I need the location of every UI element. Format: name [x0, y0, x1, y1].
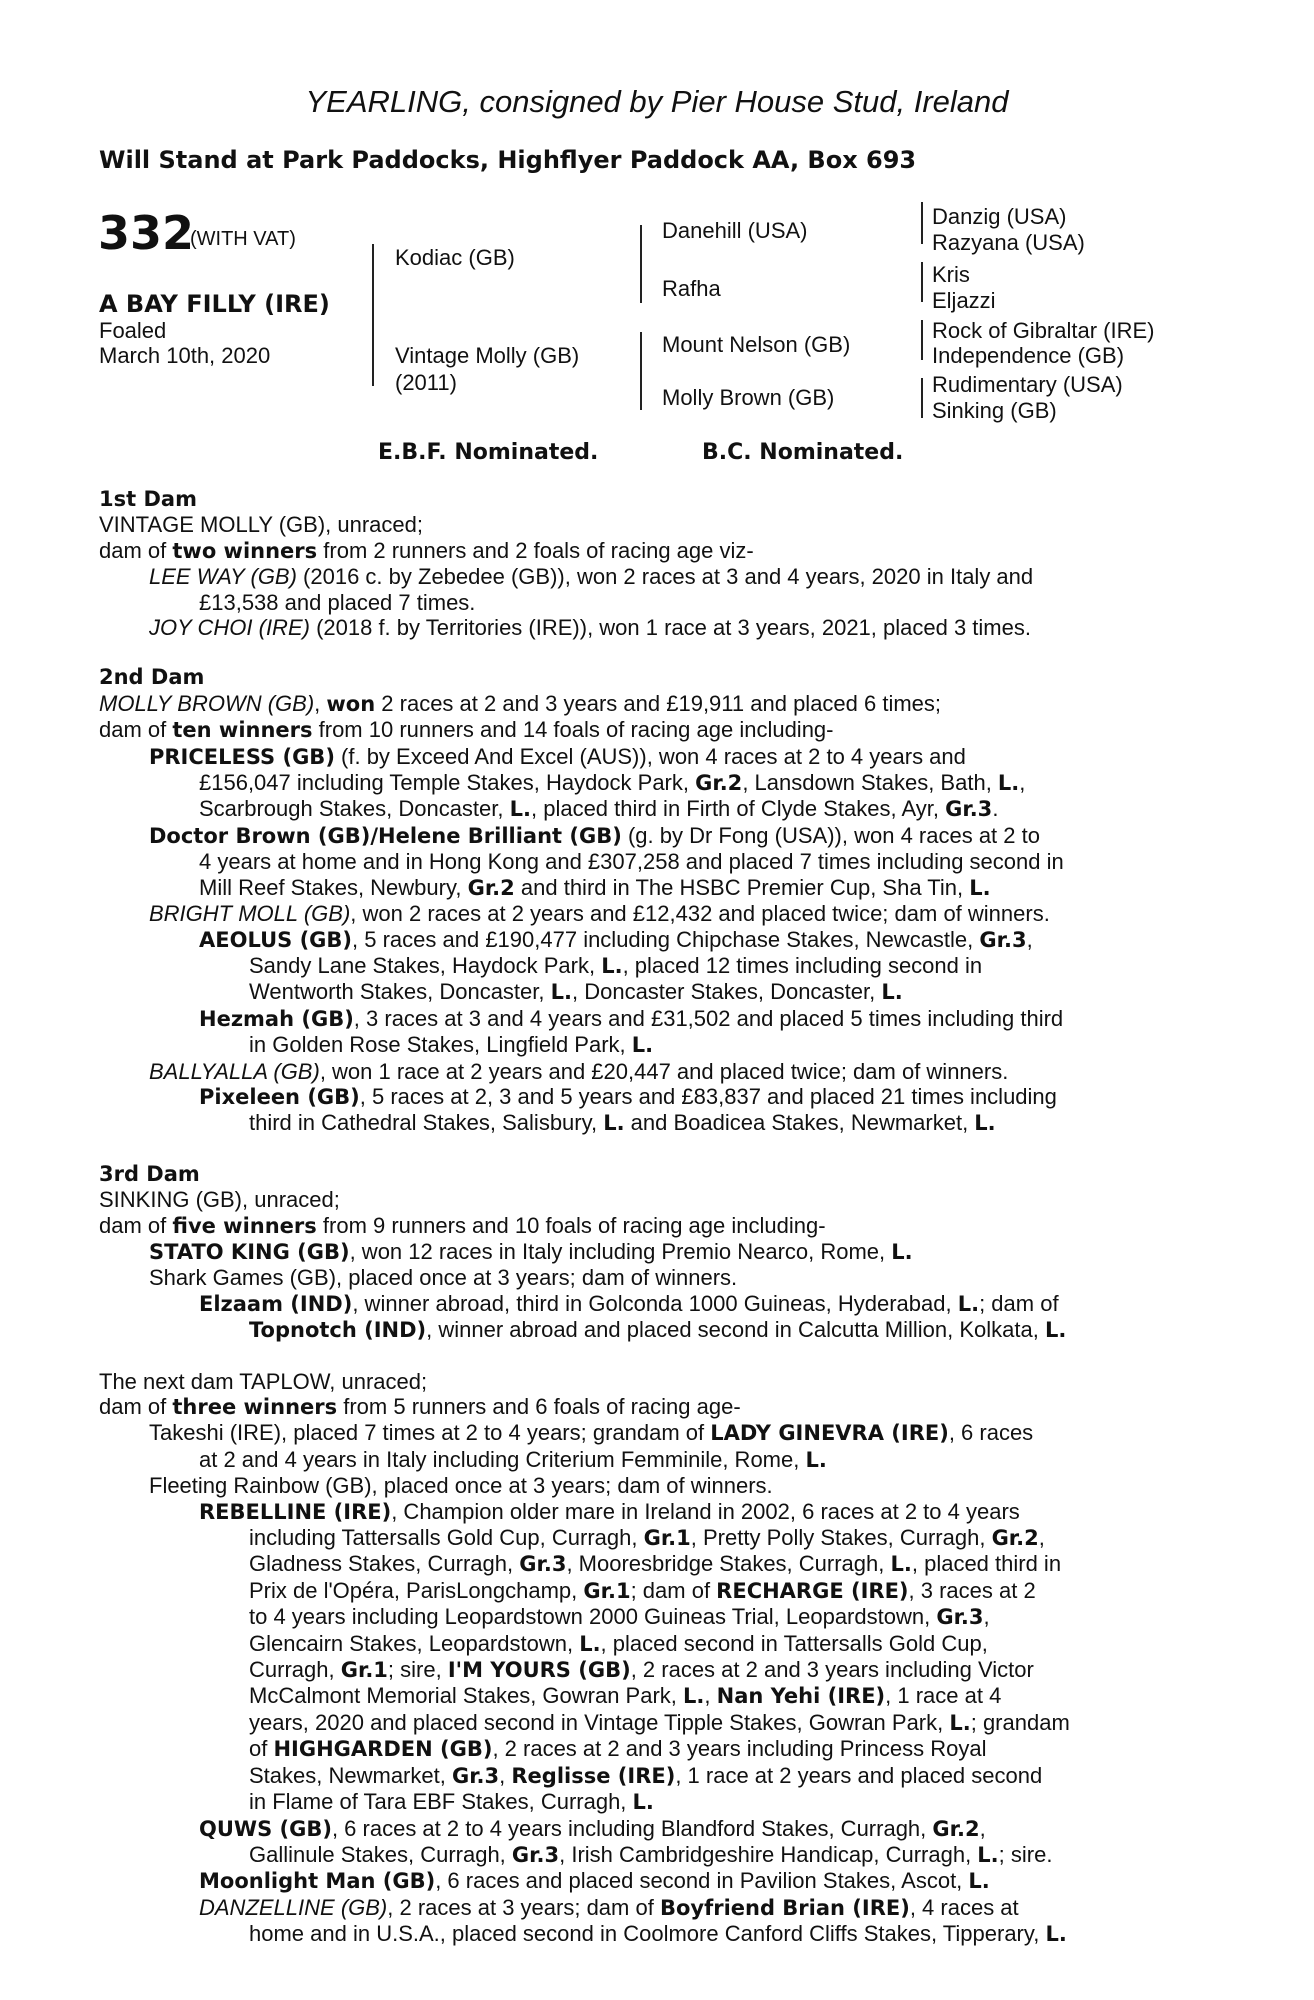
- pedigree-brace-2a: [640, 225, 642, 303]
- pedigree-dam-2: (2011): [395, 370, 457, 395]
- produce-rebelline: REBELLINE (IRE), Champion older mare in Ireland in 2002, 6 races at 2 to 4 years: [199, 1498, 1020, 1524]
- pedigree-sdd: Eljazzi: [932, 288, 996, 313]
- catalogue-body: [99, 487, 1209, 1948]
- pedigree-sire-sire: Danehill (USA): [662, 218, 808, 243]
- produce-rebelline-cont4: to 4 years including Leopardstown 2000 Guineas Trial, Leopardstown, Gr.3,: [249, 1604, 990, 1630]
- produce-rebelline-cont7: McCalmont Memorial Stakes, Gowran Park, L., Nan Yehi (IRE), 1 race at 4: [249, 1683, 1002, 1709]
- pedigree-dds: Rudimentary (USA): [932, 372, 1123, 397]
- pedigree-sire: Kodiac (GB): [395, 245, 515, 270]
- pedigree-ddd: Sinking (GB): [932, 398, 1057, 423]
- produce-priceless-cont1: £156,047 including Temple Stakes, Haydock Park, Gr.2, Lansdown Stakes, Bath, L.,: [199, 770, 1026, 796]
- first-dam-line: VINTAGE MOLLY (GB), unraced;: [99, 512, 423, 538]
- pedigree-brace-2b: [640, 332, 642, 410]
- foaled-label: Foaled: [99, 318, 167, 343]
- produce-aeolus-cont2: Wentworth Stakes, Doncaster, L., Doncaster Stakes, Doncaster, L.: [249, 979, 903, 1005]
- next-dam-line: The next dam TAPLOW, unraced;: [99, 1368, 428, 1394]
- produce-moonlight-man: Moonlight Man (GB), 6 races and placed second in Pavilion Stakes, Ascot, L.: [199, 1868, 990, 1894]
- third-dam-line: SINKING (GB), unraced;: [99, 1187, 340, 1213]
- pedigree-brace-3b: [921, 262, 923, 302]
- produce-quws-cont: Gallinule Stakes, Curragh, Gr.3, Irish Cambridgeshire Handicap, Curragh, L.; sire.: [249, 1841, 1053, 1867]
- produce-danzelline-cont: home and in U.S.A., placed second in Coolmore Canford Cliffs Stakes, Tipperary, L.: [249, 1921, 1067, 1947]
- pedigree-ssd: Razyana (USA): [932, 230, 1085, 255]
- second-dam-summary: dam of ten winners from 10 runners and 14 foals of racing age including-: [99, 717, 834, 743]
- bc-nomination: B.C. Nominated.: [702, 440, 904, 465]
- foaled-date: March 10th, 2020: [99, 343, 271, 368]
- first-dam-summary: dam of two winners from 2 runners and 2 foals of racing age viz-: [99, 537, 754, 563]
- produce-priceless-cont2: Scarbrough Stakes, Doncaster, L., placed third in Firth of Clyde Stakes, Ayr, Gr.3.: [199, 796, 999, 822]
- pedigree-dss: Rock of Gibraltar (IRE): [932, 318, 1155, 343]
- produce-priceless: PRICELESS (GB) (f. by Exceed And Excel (AUS)), won 4 races at 2 to 4 years and: [149, 743, 966, 769]
- produce-rebelline-cont8: years, 2020 and placed second in Vintage Tipple Stakes, Gowran Park, L.; grandam: [249, 1709, 1070, 1735]
- third-dam-title: 3rd Dam: [99, 1161, 200, 1186]
- pedigree-dsd: Independence (GB): [932, 343, 1125, 368]
- produce-quws: QUWS (GB), 6 races at 2 to 4 years including Blandford Stakes, Curragh, Gr.2,: [199, 1815, 986, 1841]
- pedigree-sss: Danzig (USA): [932, 204, 1067, 229]
- produce-rebelline-cont3: Prix de l'Opéra, ParisLongchamp, Gr.1; dam of RECHARGE (IRE), 3 races at 2: [249, 1577, 1036, 1603]
- produce-danzelline: DANZELLINE (GB), 2 races at 3 years; dam of Boyfriend Brian (IRE), 4 races at: [199, 1894, 1019, 1920]
- stabling-line: Will Stand at Park Paddocks, Highflyer Paddock AA, Box 693: [99, 146, 917, 174]
- pedigree-dam-sire: Mount Nelson (GB): [662, 332, 851, 357]
- produce-bright-moll: BRIGHT MOLL (GB), won 2 races at 2 years and £12,432 and placed twice; dam of winners.: [149, 901, 1050, 927]
- ebf-nomination: E.B.F. Nominated.: [378, 440, 599, 465]
- produce-rebelline-cont5: Glencairn Stakes, Leopardstown, L., placed second in Tattersalls Gold Cup,: [249, 1630, 988, 1656]
- produce-rebelline-cont6: Curragh, Gr.1; sire, I'M YOURS (GB), 2 races at 2 and 3 years including Victor: [249, 1657, 1034, 1683]
- produce-rebelline-cont10: Stakes, Newmarket, Gr.3, Reglisse (IRE), 1 race at 2 years and placed second: [249, 1762, 1043, 1788]
- produce-doctor-brown-cont1: 4 years at home and in Hong Kong and £307,258 and placed 7 times including second in: [199, 849, 1064, 875]
- produce-elzaam: Elzaam (IND), winner abroad, third in Golconda 1000 Guineas, Hyderabad, L.; dam of: [199, 1290, 1059, 1316]
- produce-fleeting-rainbow: Fleeting Rainbow (GB), placed once at 3 years; dam of winners.: [149, 1473, 773, 1499]
- pedigree-brace-3c: [921, 320, 923, 360]
- produce-topnotch: Topnotch (IND), winner abroad and placed second in Calcutta Million, Kolkata, L.: [249, 1317, 1067, 1343]
- pedigree-sds: Kris: [932, 262, 970, 287]
- second-dam-line: MOLLY BROWN (GB), won 2 races at 2 and 3 years and £19,911 and placed 6 times;: [99, 690, 942, 716]
- produce-doctor-brown: Doctor Brown (GB)/Helene Brilliant (GB) (g. by Dr Fong (USA)), won 4 races at 2 to: [149, 822, 1040, 848]
- produce-joy-choi: JOY CHOI (IRE) (2018 f. by Territories (IRE)), won 1 race at 3 years, 2021, placed 3 times.: [149, 615, 1031, 641]
- horse-name: A BAY FILLY (IRE): [99, 290, 330, 318]
- lot-number: 332: [98, 206, 195, 260]
- pedigree-dam-1: Vintage Molly (GB): [395, 343, 580, 368]
- pedigree-dam-dam: Molly Brown (GB): [662, 385, 835, 410]
- produce-rebelline-cont11: in Flame of Tara EBF Stakes, Curragh, L.: [249, 1789, 654, 1815]
- produce-lee-way: LEE WAY (GB) (2016 c. by Zebedee (GB)), won 2 races at 3 and 4 years, 2020 in Italy and: [149, 564, 1034, 590]
- produce-takeshi: Takeshi (IRE), placed 7 times at 2 to 4 years; grandam of LADY GINEVRA (IRE), 6 races: [149, 1420, 1034, 1446]
- first-dam-title: 1st Dam: [99, 487, 197, 511]
- produce-rebelline-cont1: including Tattersalls Gold Cup, Curragh, Gr.1, Pretty Polly Stakes, Curragh, Gr.2,: [249, 1525, 1045, 1551]
- pedigree-brace-3a: [921, 202, 923, 244]
- produce-doctor-brown-cont2: Mill Reef Stakes, Newbury, Gr.2 and third in The HSBC Premier Cup, Sha Tin, L.: [199, 874, 991, 900]
- produce-stato-king: STATO KING (GB), won 12 races in Italy including Premio Nearco, Rome, L.: [149, 1238, 913, 1264]
- produce-ballyalla: BALLYALLA (GB), won 1 race at 2 years and £20,447 and placed twice; dam of winners.: [149, 1058, 1009, 1084]
- produce-rebelline-cont9: of HIGHGARDEN (GB), 2 races at 2 and 3 years including Princess Royal: [249, 1736, 987, 1762]
- produce-pixeleen: Pixeleen (GB), 5 races at 2, 3 and 5 years and £83,837 and placed 21 times including: [199, 1083, 1057, 1109]
- next-dam-summary: dam of three winners from 5 runners and 6 foals of racing age-: [99, 1394, 741, 1419]
- produce-hezmah-cont: in Golden Rose Stakes, Lingfield Park, L.: [249, 1032, 654, 1058]
- produce-takeshi-cont: at 2 and 4 years in Italy including Criterium Femminile, Rome, L.: [199, 1446, 827, 1472]
- pedigree-brace-1: [372, 244, 374, 386]
- pedigree-sire-dam: Rafha: [662, 276, 721, 301]
- produce-pixeleen-cont: third in Cathedral Stakes, Salisbury, L. and Boadicea Stakes, Newmarket, L.: [249, 1110, 996, 1136]
- produce-rebelline-cont2: Gladness Stakes, Curragh, Gr.3, Mooresbridge Stakes, Curragh, L., placed third in: [249, 1551, 1062, 1577]
- vat-label: (WITH VAT): [190, 228, 296, 250]
- produce-aeolus-cont1: Sandy Lane Stakes, Haydock Park, L., placed 12 times including second in: [249, 952, 983, 978]
- produce-aeolus: AEOLUS (GB), 5 races and £190,477 including Chipchase Stakes, Newcastle, Gr.3,: [199, 926, 1033, 952]
- second-dam-title: 2nd Dam: [99, 665, 205, 690]
- pedigree-brace-3d: [921, 378, 923, 418]
- lot-header-title: YEARLING, consigned by Pier House Stud, Ireland: [305, 84, 1009, 119]
- produce-hezmah: Hezmah (GB), 3 races at 3 and 4 years and £31,502 and placed 5 times including third: [199, 1005, 1064, 1031]
- produce-lee-way-cont: £13,538 and placed 7 times.: [199, 589, 476, 615]
- third-dam-summary: dam of five winners from 9 runners and 10 foals of racing age including-: [99, 1212, 826, 1238]
- produce-shark-games: Shark Games (GB), placed once at 3 years; dam of winners.: [149, 1265, 738, 1291]
